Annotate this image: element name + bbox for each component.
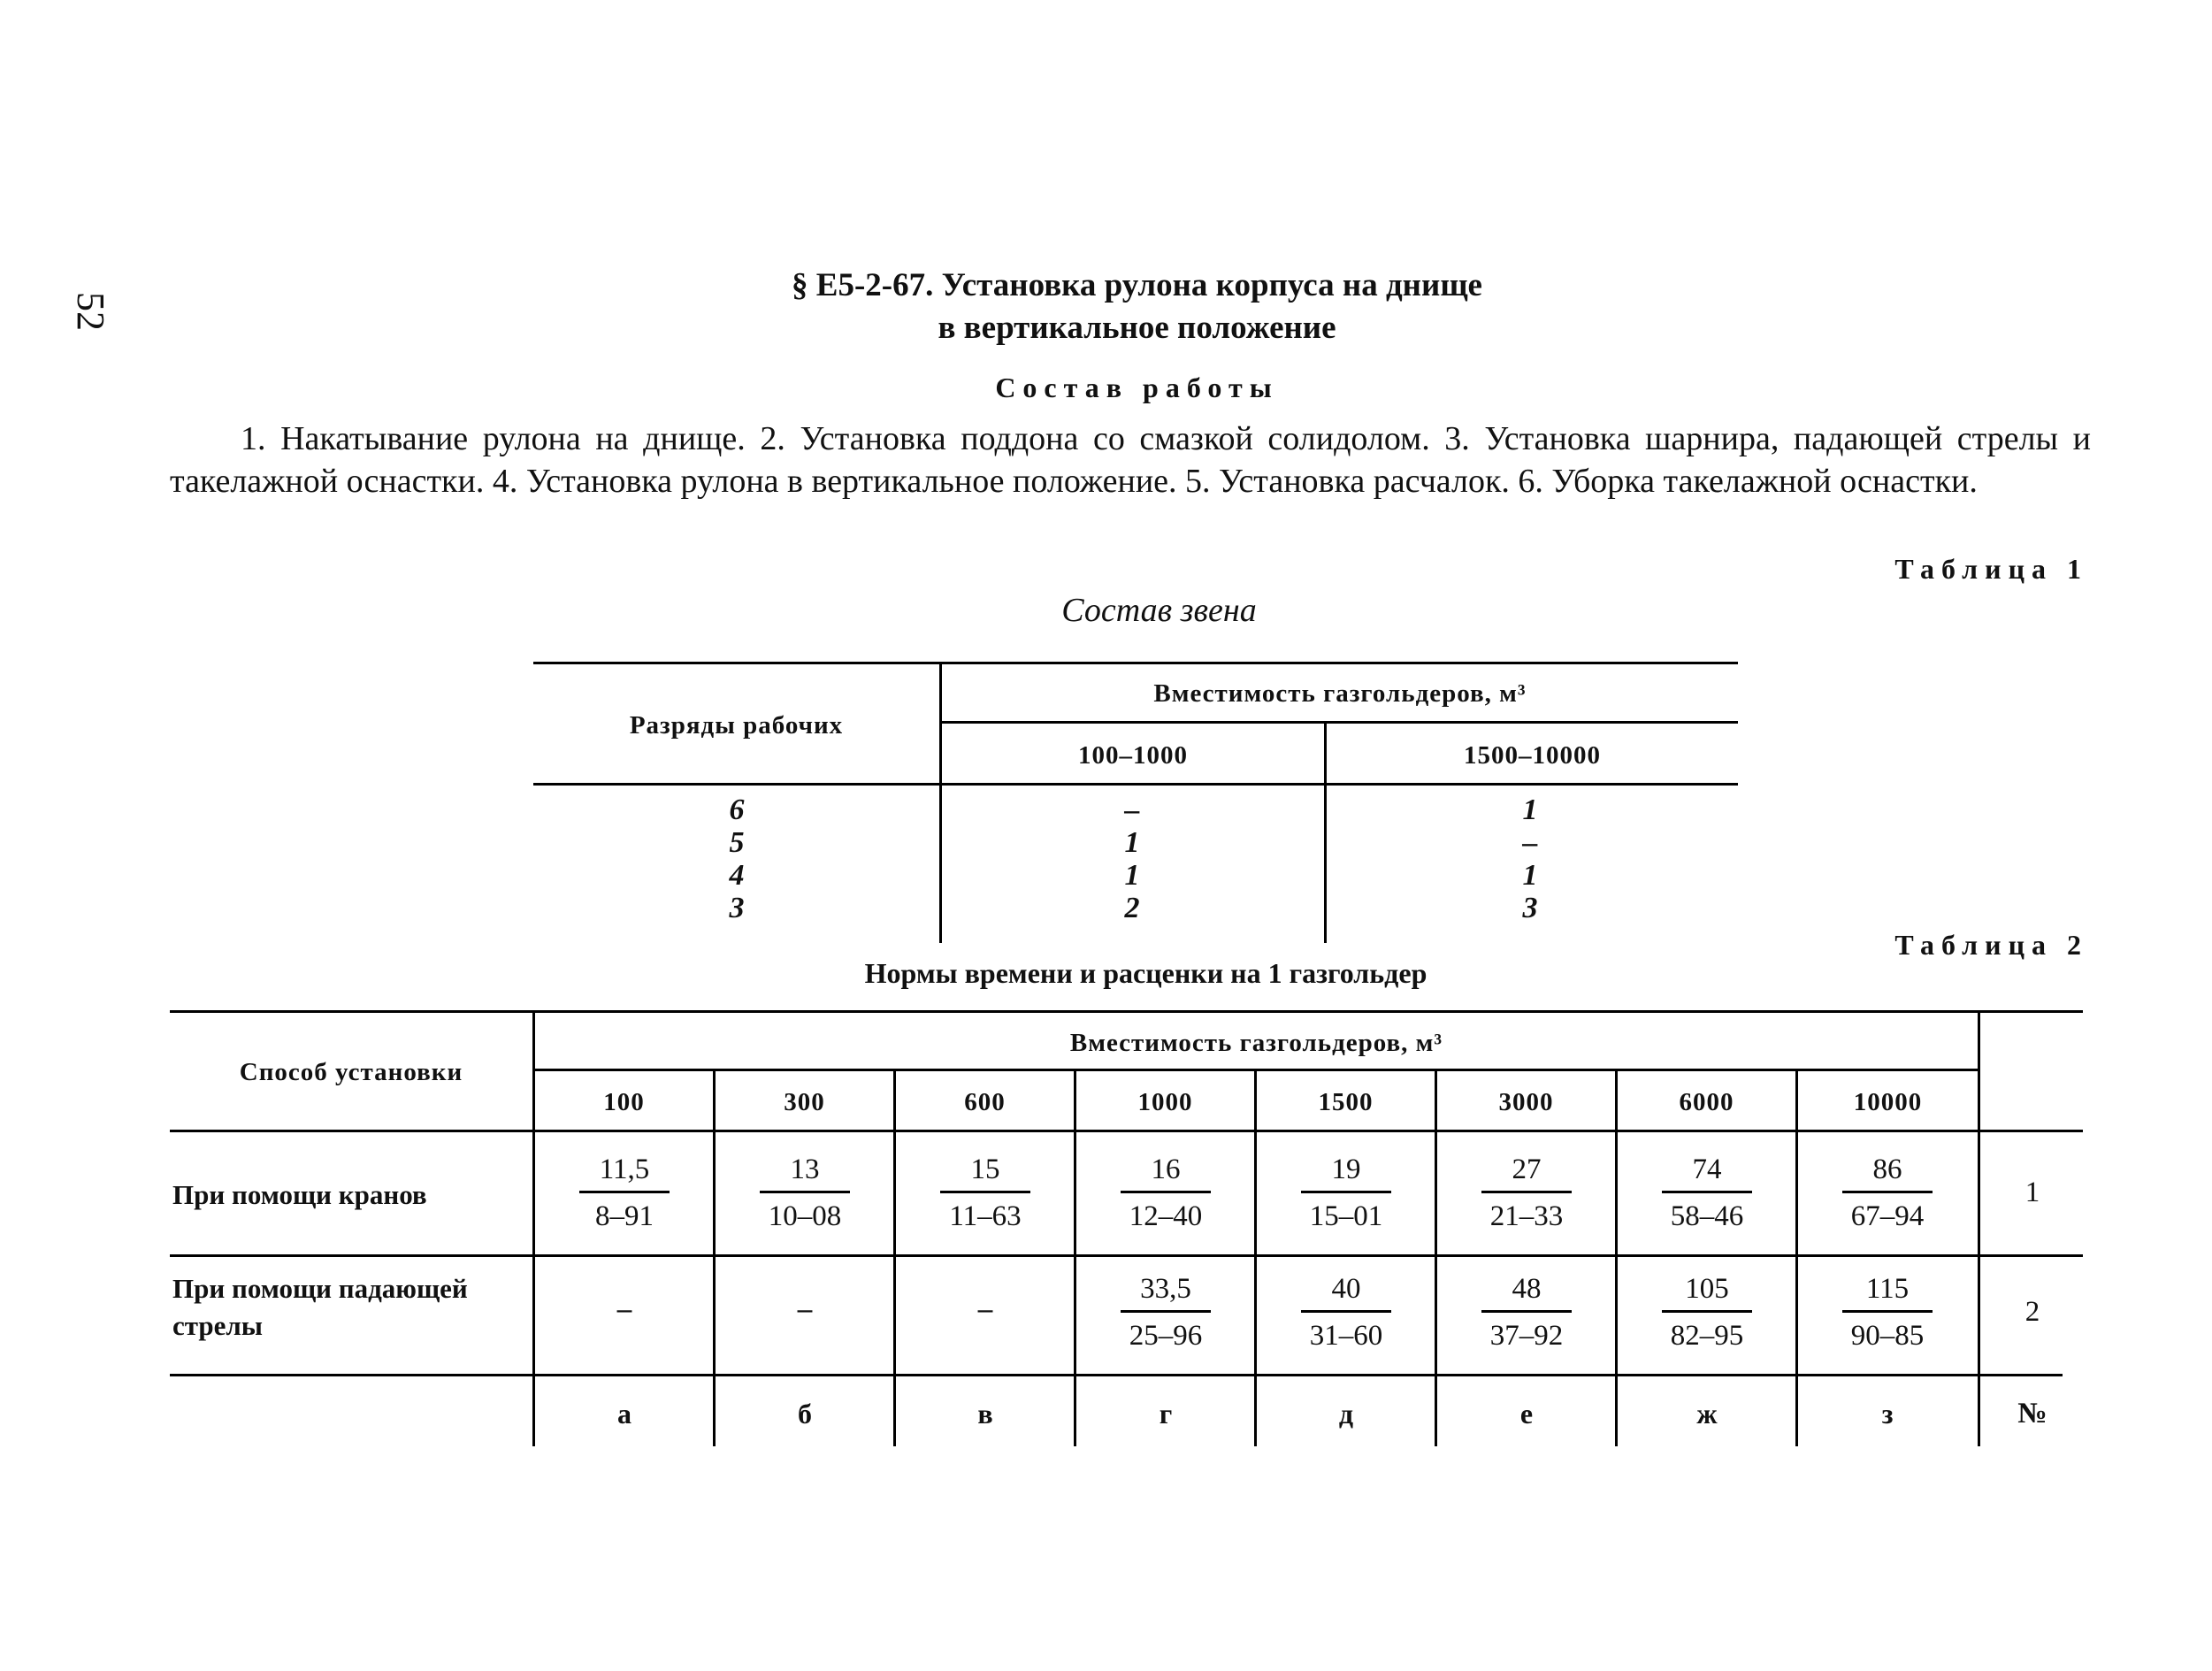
table2-norm-cell <box>747 1152 862 1234</box>
section-title-line2: в вертикальное положение <box>938 310 1336 346</box>
table2-norm-cell <box>1289 1271 1404 1353</box>
norm-time: 115 <box>1842 1271 1933 1313</box>
norm-rate: 90–85 <box>1850 1320 1925 1352</box>
norm-rate: 25–96 <box>1129 1320 1203 1352</box>
table1-cell: 1 <box>1124 859 1140 892</box>
table2-divider <box>1435 1069 1437 1446</box>
norm-time: 33,5 <box>1121 1271 1211 1313</box>
work-composition-paragraph: 1. Накатывание рулона на днище. 2. Установка поддона со смазкой солидолом. 3. Установка шарнира, падающей стрелы и такелажной оснастки. 4. Установка рулона в вертикальное положение. 5. Установка расчалок. 6. Уборка такелажной оснастки. <box>170 420 2091 500</box>
table2-col-header: Способ установки <box>239 1058 463 1086</box>
table2-divider <box>1074 1069 1076 1446</box>
norm-rate: 21–33 <box>1489 1200 1564 1232</box>
table2-norm-cell <box>1289 1152 1404 1234</box>
table1-subheader-2: 1500–10000 <box>1464 741 1601 770</box>
norm-time: 19 <box>1301 1152 1391 1193</box>
table2-norm-cell <box>1649 1152 1764 1234</box>
norm-time: 86 <box>1842 1152 1933 1193</box>
table1-label: Таблица 1 <box>1894 553 2088 585</box>
table2-column-letter: в <box>977 1398 993 1430</box>
table1-grade: 4 <box>729 859 745 892</box>
table1-caption: Состав звена <box>1061 592 1257 629</box>
table2-column-letter: е <box>1519 1398 1534 1430</box>
norm-rate: 67–94 <box>1850 1200 1925 1232</box>
norm-time: 13 <box>760 1152 850 1193</box>
norm-time: 48 <box>1481 1271 1572 1313</box>
norm-rate: 15–01 <box>1309 1200 1383 1232</box>
norm-rate: 8–91 <box>595 1200 654 1232</box>
norm-rate: 31–60 <box>1309 1320 1383 1352</box>
table2-top-rule <box>170 1010 2083 1013</box>
table2-divider <box>1795 1069 1798 1446</box>
table2-capacity-header: 600 <box>964 1088 1006 1116</box>
table1-group-header: Вместимость газгольдеров, м³ <box>1153 679 1527 708</box>
norm-rate: 37–92 <box>1489 1320 1564 1352</box>
norm-rate: 12–40 <box>1129 1200 1203 1232</box>
norm-time: 105 <box>1662 1271 1752 1313</box>
norm-time: 27 <box>1481 1152 1572 1193</box>
table2-divider <box>713 1069 716 1446</box>
table2-divider <box>1978 1010 1980 1446</box>
norm-time: 16 <box>1121 1152 1211 1193</box>
table2-norm-cell <box>1649 1271 1764 1353</box>
table2-norm-cell <box>1469 1152 1584 1234</box>
table2-bottom-rule <box>170 1374 2063 1376</box>
section-title-line1: § Е5-2-67. Установка рулона корпуса на днище <box>792 267 1482 303</box>
norm-rate: 10–08 <box>768 1200 842 1232</box>
norm-time: 40 <box>1301 1271 1391 1313</box>
table2-norm-cell <box>928 1152 1043 1234</box>
table1-top-rule <box>533 662 1738 664</box>
norm-time: 74 <box>1662 1152 1752 1193</box>
table1-cell: – <box>1522 826 1538 859</box>
table2-column-letter: з <box>1881 1398 1894 1430</box>
table2-label: Таблица 2 <box>1894 929 2088 961</box>
table1-col-header: Разряды рабочих <box>629 711 844 740</box>
table2-method-label: При помощи падающей стрелы <box>172 1273 468 1341</box>
table2-empty-cell: – <box>616 1293 632 1325</box>
norm-time: 11,5 <box>579 1152 670 1193</box>
table2-norm-cell <box>1830 1271 1945 1353</box>
table2-column-letter: а <box>617 1398 631 1430</box>
table2-method-label: При помощи кранов <box>172 1179 427 1210</box>
table2-divider <box>1254 1069 1257 1446</box>
table2-empty-cell: – <box>977 1293 993 1325</box>
table2-column-letter: г <box>1159 1398 1173 1430</box>
table2-capacity-header: 1000 <box>1137 1088 1193 1116</box>
table1-cell: 1 <box>1522 793 1538 826</box>
table2-number-label: № <box>2017 1398 2047 1430</box>
table2-divider <box>1615 1069 1618 1446</box>
table2-column-letter: д <box>1338 1398 1354 1430</box>
table1-cell: 1 <box>1124 826 1140 859</box>
table2-capacity-header: 6000 <box>1679 1088 1734 1116</box>
table2-caption: Нормы времени и расценки на 1 газгольдер <box>864 957 1427 989</box>
table2-row-number: 2 <box>2024 1296 2040 1328</box>
table2-capacity-header: 3000 <box>1498 1088 1554 1116</box>
table2-column-letter: ж <box>1696 1398 1718 1430</box>
work-composition-heading: Состав работы <box>995 372 1279 403</box>
table2-capacity-header: 300 <box>784 1088 825 1116</box>
table2-norm-cell <box>1830 1152 1945 1234</box>
table2-divider <box>532 1010 535 1446</box>
table1-cell: 1 <box>1522 859 1538 892</box>
table1-grade: 3 <box>729 892 745 924</box>
norm-time: 15 <box>940 1152 1030 1193</box>
table2-capacity-header: 1500 <box>1318 1088 1374 1116</box>
norm-rate: 82–95 <box>1670 1320 1744 1352</box>
table1-cell: 3 <box>1522 892 1538 924</box>
table1-cell: 2 <box>1124 892 1140 924</box>
norm-rate: 11–63 <box>949 1200 1022 1232</box>
table2-capacity-header: 10000 <box>1853 1088 1923 1116</box>
table1-group-rule <box>940 721 1738 724</box>
table2-row-number: 1 <box>2024 1177 2040 1208</box>
table2-capacity-header: 100 <box>603 1088 645 1116</box>
table2-group-header: Вместимость газгольдеров, м³ <box>1069 1029 1443 1057</box>
page-number: 52 <box>69 292 112 331</box>
table1-header-rule <box>533 783 1738 786</box>
table2-divider <box>893 1069 896 1446</box>
table2-empty-cell: – <box>797 1293 813 1325</box>
table2-norm-cell <box>1108 1152 1223 1234</box>
table1-grade: 6 <box>729 793 745 826</box>
table2-norm-cell <box>567 1152 682 1234</box>
table1-grade: 5 <box>729 826 745 859</box>
table1-cell: – <box>1124 793 1140 826</box>
table2-norm-cell <box>1469 1271 1584 1353</box>
table1-subheader-1: 100–1000 <box>1078 741 1188 770</box>
table2-norm-cell <box>1108 1271 1223 1353</box>
norm-rate: 58–46 <box>1670 1200 1744 1232</box>
table2-column-letter: б <box>798 1398 812 1430</box>
